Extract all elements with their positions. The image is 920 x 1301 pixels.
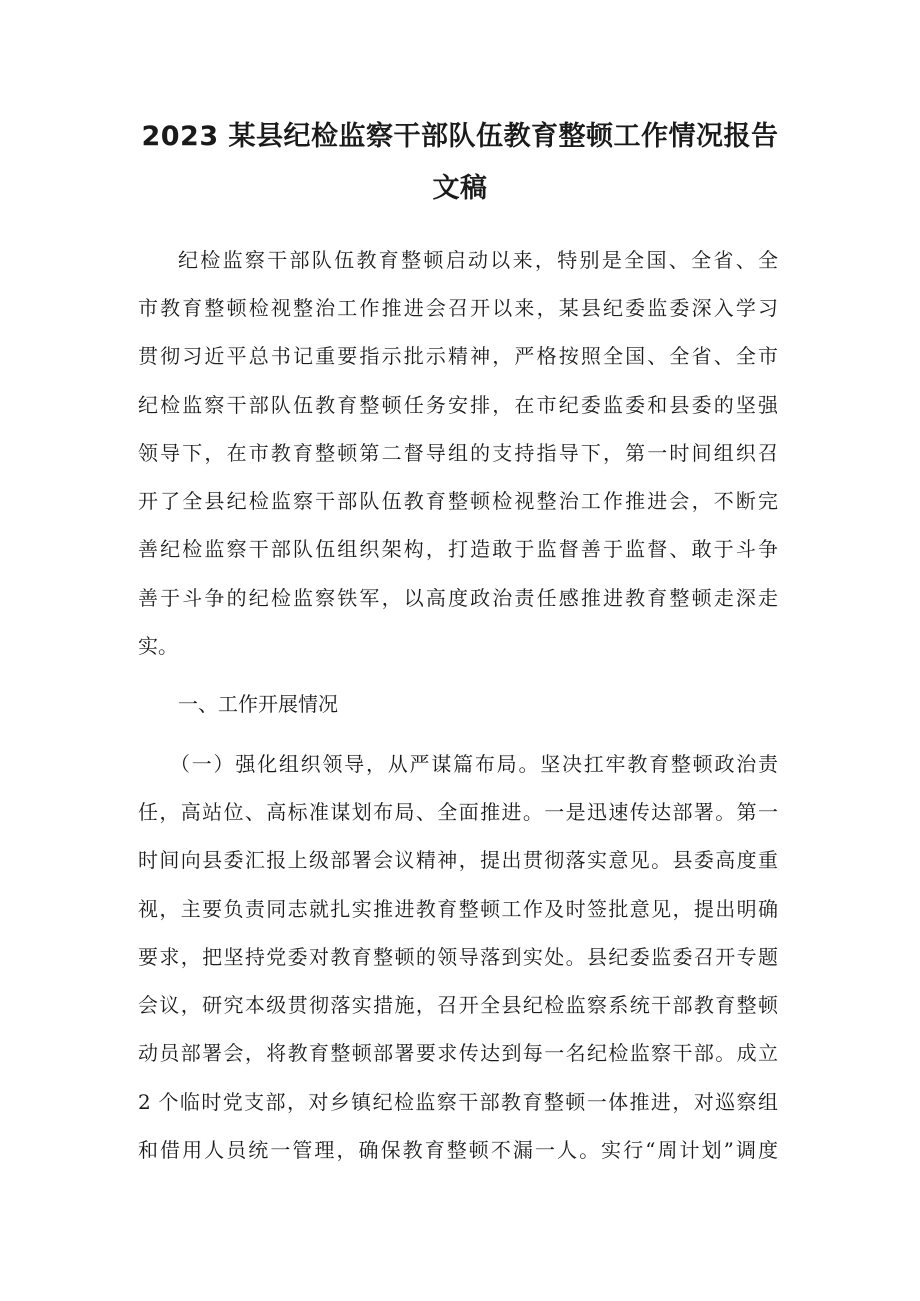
paragraph-2-line: 2 个临时党支部，对乡镇纪检监察干部教育整顿一体推进，对巡察组 (138, 1090, 778, 1114)
paragraph-1-line: 贯彻习近平总书记重要指示批示精神，严格按照全国、全省、全市 (138, 344, 778, 368)
paragraph-1-line: 市教育整顿检视整治工作推进会召开以来，某县纪委监委深入学习 (138, 296, 778, 320)
paragraph-2-line: 视，主要负责同志就扎实推进教育整顿工作及时签批意见，提出明确 (138, 897, 778, 921)
paragraph-1-line: 开了全县纪检监察干部队伍教育整顿检视整治工作推进会，不断完 (138, 489, 778, 513)
paragraph-2-line: （一）强化组织领导，从严谋篇布局。坚决扛牢教育整顿政治责 (170, 752, 778, 776)
paragraph-2-line: 动员部署会，将教育整顿部署要求传达到每一名纪检监察干部。成立 (138, 1041, 778, 1065)
paragraph-2-line: 和借用人员统一管理，确保教育整顿不漏一人。实行“周计划”调度 (138, 1138, 778, 1162)
section-1-heading: 一、工作开展情况 (178, 692, 338, 716)
paragraph-1-line: 善于斗争的纪检监察铁军，以高度政治责任感推进教育整顿走深走 (138, 586, 778, 610)
paragraph-2-line: 时间向县委汇报上级部署会议精神，提出贯彻落实意见。县委高度重 (138, 848, 778, 872)
paragraph-1-line: 实。 (138, 634, 178, 658)
document-title-line-2: 文稿 (432, 173, 488, 204)
paragraph-1-line: 纪检监察干部队伍教育整顿启动以来，特别是全国、全省、全 (178, 248, 778, 272)
paragraph-2-line: 要求，把坚持党委对教育整顿的领导落到实处。县纪委监委召开专题 (138, 945, 778, 969)
paragraph-2-line: 任，高站位、高标准谋划布局、全面推进。一是迅速传达部署。第一 (138, 800, 778, 824)
paragraph-1-line: 纪检监察干部队伍教育整顿任务安排，在市纪委监委和县委的坚强 (138, 393, 778, 417)
document-title-line-1: 2023 某县纪检监察干部队伍教育整顿工作情况报告 (141, 121, 779, 152)
paragraph-1-line: 领导下，在市教育整顿第二督导组的支持指导下，第一时间组织召 (138, 441, 778, 465)
paragraph-1-line: 善纪检监察干部队伍组织架构，打造敢于监督善于监督、敢于斗争 (138, 537, 778, 561)
paragraph-2-line: 会议，研究本级贯彻落实措施，召开全县纪检监察系统干部教育整顿 (138, 993, 778, 1017)
